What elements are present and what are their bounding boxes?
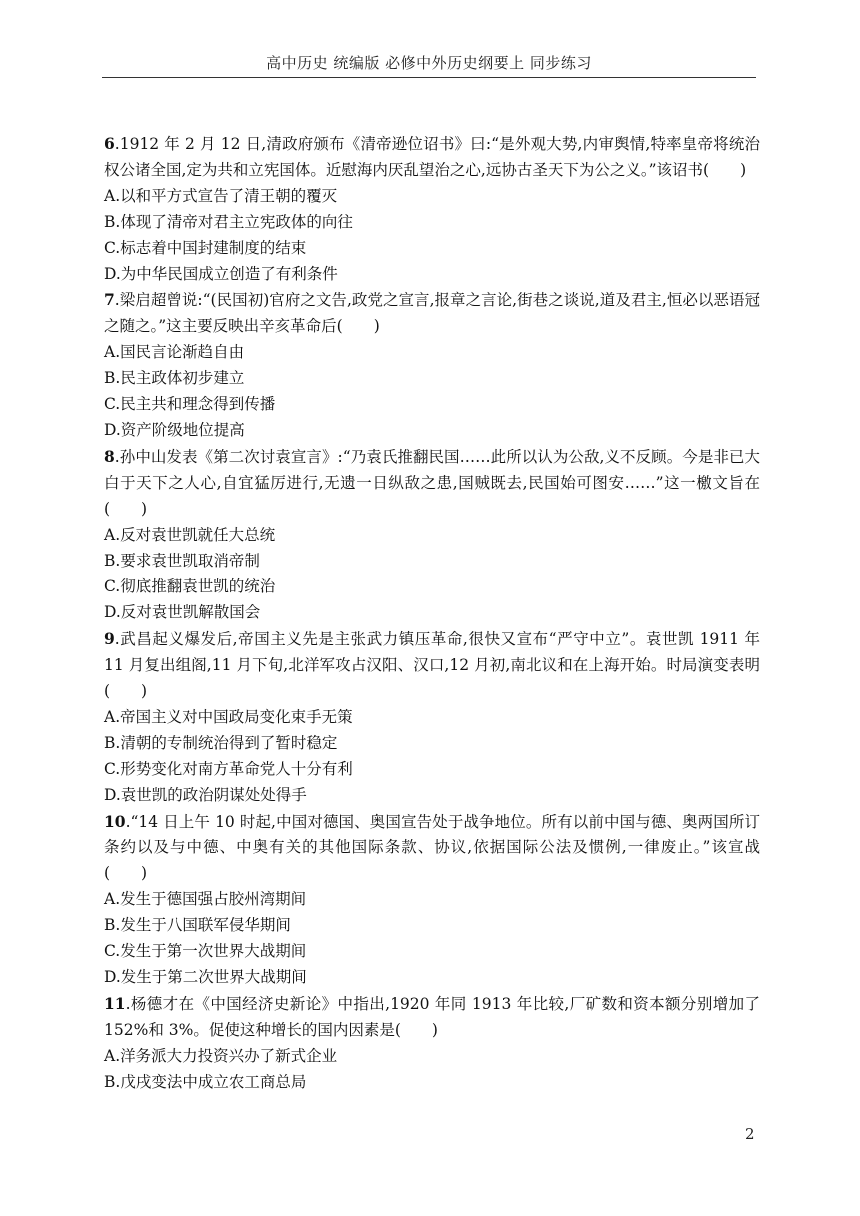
question-stem — [104, 809, 760, 888]
option-d: D.反对袁世凯解散国会 — [104, 603, 261, 622]
question-stem — [104, 131, 760, 184]
option-b: B.体现了清帝对君主立宪政体的向往 — [104, 212, 353, 231]
option-b: B.戊戌变法中成立农工商总局 — [104, 1072, 307, 1091]
question-6 — [104, 131, 760, 287]
question-8 — [104, 444, 760, 626]
question-text: .1912 年 2 月 12 日,清政府颁布《清帝逊位诏书》曰:“是外观大势,内审舆情,特率皇帝将统治权公诸全国,定为共和立宪国体。近慰海内厌乱望治之心,远协古圣天下为公之义。”该诏书( ) — [104, 135, 760, 179]
question-stem — [104, 626, 760, 705]
question-10 — [104, 809, 760, 991]
question-stem — [104, 444, 760, 523]
option-b: B.发生于八国联军侵华期间 — [104, 916, 291, 935]
option-d: D.发生于第二次世界大战期间 — [104, 968, 307, 986]
option-a: A.以和平方式宣告了清王朝的覆灭 — [104, 186, 338, 205]
question-text: .“14 日上午 10 时起,中国对德国、奥国宣告处于战争地位。所有以前中国与德、奥两国所订条约以及与中德、中奥有关的其他国际条款、协议,依据国际公法及惯例,一律废止。”该宣战( ) — [104, 812, 760, 883]
option-c: C.彻底推翻袁世凯的统治 — [104, 577, 276, 596]
option-d: D.为中华民国成立创造了有利条件 — [104, 264, 338, 283]
option-b: B.要求袁世凯取消帝制 — [104, 551, 260, 570]
option-a: A.反对袁世凯就任大总统 — [104, 525, 276, 544]
option-b: B.民主政体初步建立 — [104, 369, 245, 388]
question-stem — [104, 287, 760, 340]
question-11 — [104, 991, 760, 1096]
question-number: 6 — [104, 134, 115, 153]
question-text: .梁启超曾说:“(民国初)官府之文告,政党之宣言,报章之言论,街巷之谈说,道及君主,恒必以恶语冠之随之。”这主要反映出辛亥革命后( ) — [104, 291, 760, 336]
header-divider — [102, 77, 756, 78]
option-b: B.清朝的专制统治得到了暂时稳定 — [104, 733, 338, 752]
question-number: 10 — [104, 811, 126, 831]
question-number: 8 — [104, 446, 115, 466]
question-text: .孙中山发表《第二次讨袁宣言》:“乃袁氏推翻民国……此所以认为公敌,义不反顾。今是非已大白于天下之人心,自宜猛厉进行,无遗一日纵敌之患,国贼既去,民国始可图安……”这一檄文旨在( ) — [104, 447, 760, 518]
option-d: D.资产阶级地位提高 — [104, 420, 245, 439]
question-number: 7 — [104, 290, 115, 310]
question-stem — [104, 991, 760, 1044]
page-number: 2 — [745, 1125, 755, 1143]
question-number: 11 — [104, 993, 126, 1013]
option-c: C.形势变化对南方革命党人十分有利 — [104, 759, 353, 778]
option-c: C.标志着中国封建制度的结束 — [104, 238, 307, 257]
question-number: 9 — [104, 629, 115, 649]
option-c: C.发生于第一次世界大战期间 — [104, 942, 307, 961]
option-a: A.发生于德国强占胶州湾期间 — [104, 890, 307, 909]
question-7 — [104, 287, 760, 443]
option-a: A.洋务派大力投资兴办了新式企业 — [104, 1046, 338, 1065]
question-list — [104, 131, 760, 1096]
option-d: D.袁世凯的政治阴谋处处得手 — [104, 785, 307, 804]
question-9 — [104, 626, 760, 808]
question-text: .杨德才在《中国经济史新论》中指出,1920 年同 1913 年比较,厂矿数和资本额分别增加了 152%和 3%。促使这种增长的国内因素是( ) — [104, 994, 760, 1039]
option-a: A.国民言论渐趋自由 — [104, 343, 245, 362]
question-text: .武昌起义爆发后,帝国主义先是主张武力镇压革命,很快又宣布“严守中立”。袁世凯 1911 年 11 月复出组阁,11 月下旬,北洋军攻占汉阳、汉口,12 月初,南北议和在上海开始。时局演变表明( ) — [104, 630, 760, 701]
option-a: A.帝国主义对中国政局变化束手无策 — [104, 707, 353, 726]
option-c: C.民主共和理念得到传播 — [104, 395, 276, 414]
page-header: 高中历史 统编版 必修中外历史纲要上 同步练习 — [266, 54, 592, 72]
